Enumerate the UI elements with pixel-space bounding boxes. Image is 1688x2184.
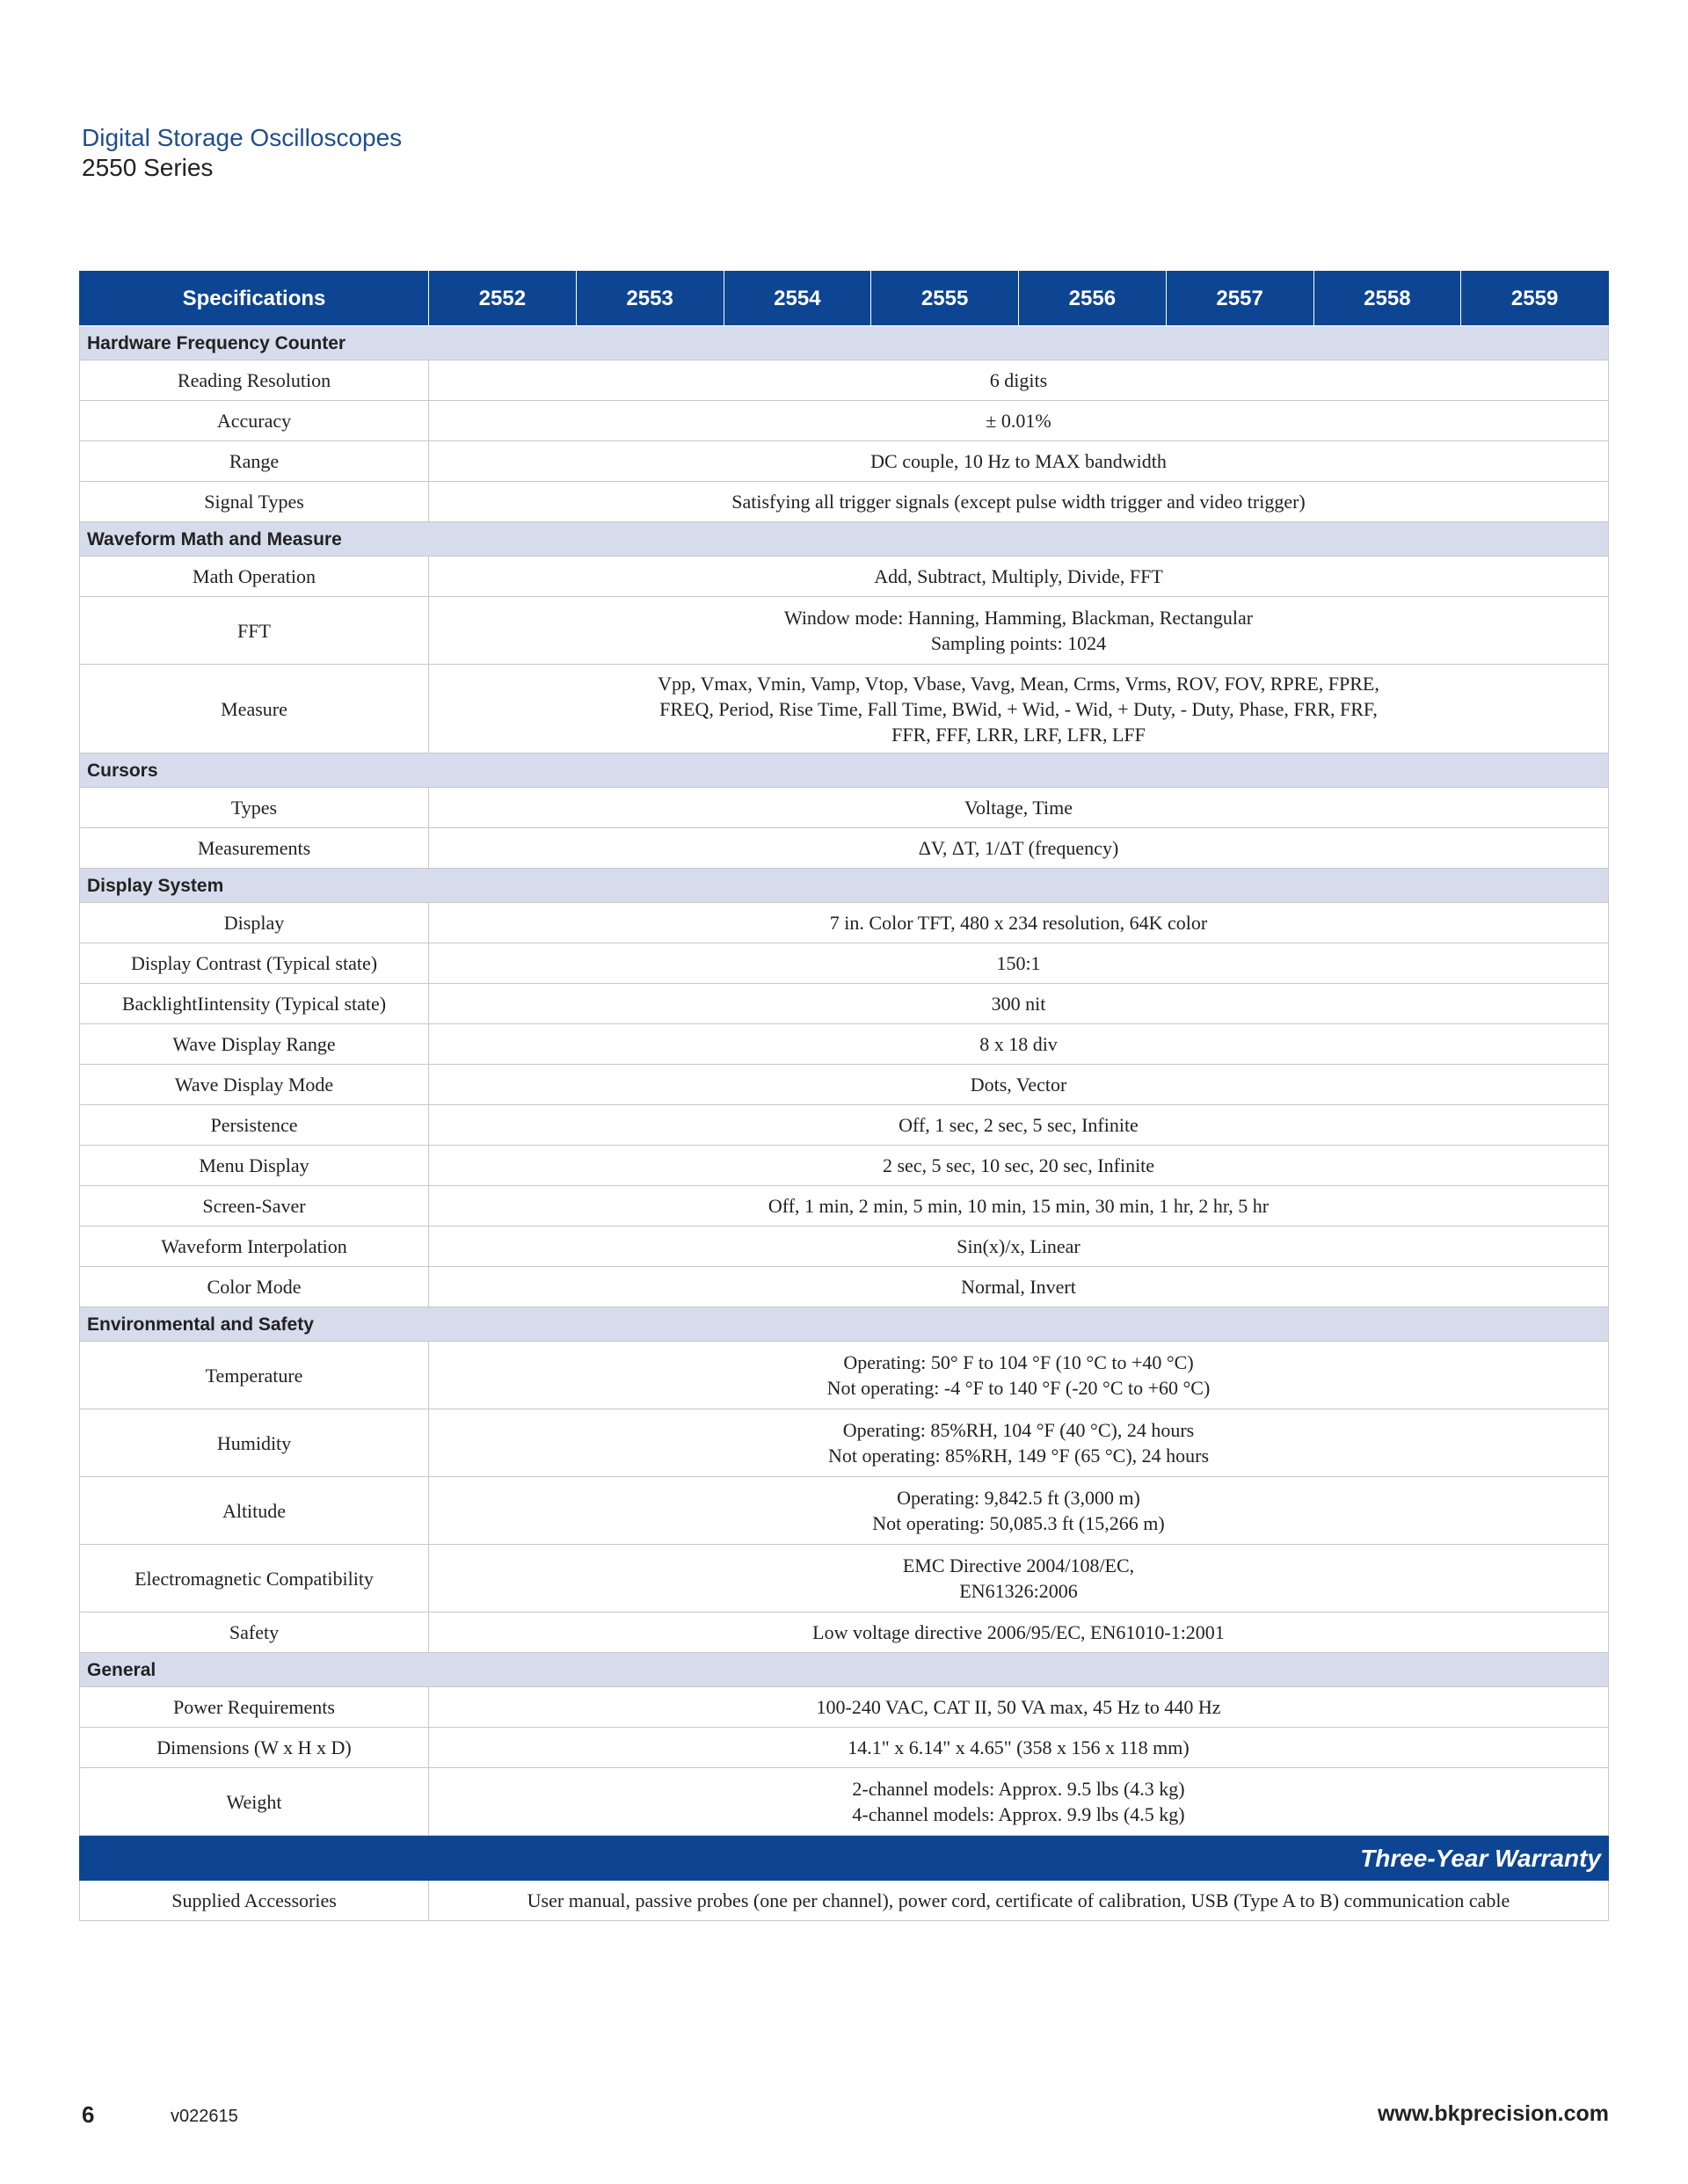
table-row — [80, 665, 1609, 753]
row-value: 2 sec, 5 sec, 10 sec, 20 sec, Infinite — [429, 1146, 1609, 1186]
column-header: 2552 — [429, 271, 577, 326]
row-value: Normal, Invert — [429, 1267, 1609, 1307]
page-number: 6 — [82, 2101, 95, 2128]
spec-table-header — [80, 271, 1609, 326]
table-row — [80, 903, 1609, 943]
row-value: Off, 1 sec, 2 sec, 5 sec, Infinite — [429, 1105, 1609, 1146]
column-header: 2555 — [871, 271, 1019, 326]
website-link[interactable]: www.bkprecision.com — [1377, 2101, 1609, 2126]
table-row — [80, 441, 1609, 482]
table-row — [80, 1227, 1609, 1267]
row-value: Voltage, Time — [429, 788, 1609, 828]
row-label: Wave Display Range — [80, 1024, 429, 1065]
column-header: 2557 — [1166, 271, 1313, 326]
section-title: Waveform Math and Measure — [80, 522, 1609, 557]
row-label: Display — [80, 903, 429, 943]
row-value: Operating: 9,842.5 ft (3,000 m) Not operating: 50,085.3 ft (15,266 m) — [429, 1477, 1609, 1545]
column-header: 2554 — [724, 271, 871, 326]
row-label: Measurements — [80, 828, 429, 869]
row-label: Waveform Interpolation — [80, 1227, 429, 1267]
table-row — [80, 1065, 1609, 1105]
row-label: FFT — [80, 597, 429, 665]
page-subtitle: 2550 Series — [82, 154, 214, 181]
table-row — [80, 1477, 1609, 1545]
row-value: Off, 1 min, 2 min, 5 min, 10 min, 15 min, 30 min, 1 hr, 2 hr, 5 hr — [429, 1186, 1609, 1227]
row-value: 150:1 — [429, 943, 1609, 984]
row-label: Weight — [80, 1768, 429, 1836]
row-label: Menu Display — [80, 1146, 429, 1186]
row-label: BacklightIintensity (Typical state) — [80, 984, 429, 1024]
row-value: Add, Subtract, Multiply, Divide, FFT — [429, 557, 1609, 597]
page-title: Digital Storage Oscilloscopes — [82, 124, 403, 151]
row-value: ΔV, ΔT, 1/ΔT (frequency) — [429, 828, 1609, 869]
section-title: Cursors — [80, 753, 1609, 788]
table-row — [80, 1409, 1609, 1477]
row-label: Screen-Saver — [80, 1186, 429, 1227]
row-value: 14.1" x 6.14" x 4.65" (358 x 156 x 118 mm) — [429, 1728, 1609, 1768]
table-row — [80, 1728, 1609, 1768]
row-value: Satisfying all trigger signals (except pulse width trigger and video trigger) — [429, 482, 1609, 522]
table-row — [80, 1024, 1609, 1065]
table-row — [80, 943, 1609, 984]
row-value: Sin(x)/x, Linear — [429, 1227, 1609, 1267]
table-row — [80, 360, 1609, 401]
row-label: Persistence — [80, 1105, 429, 1146]
warranty-label: Three-Year Warranty — [80, 1836, 1609, 1881]
row-label: Supplied Accessories — [80, 1881, 429, 1921]
row-value: User manual, passive probes (one per channel), power cord, certificate of calibration, USB (Type A to B) communication cable — [429, 1881, 1609, 1921]
row-value: EMC Directive 2004/108/EC, EN61326:2006 — [429, 1545, 1609, 1613]
row-label: Measure — [80, 665, 429, 753]
row-label: Humidity — [80, 1409, 429, 1477]
row-value: 300 nit — [429, 984, 1609, 1024]
table-row — [80, 984, 1609, 1024]
section-row — [80, 326, 1609, 360]
table-row — [80, 1267, 1609, 1307]
row-label: Safety — [80, 1613, 429, 1653]
table-row — [80, 828, 1609, 869]
table-row — [80, 1105, 1609, 1146]
table-row — [80, 1768, 1609, 1836]
row-label: Display Contrast (Typical state) — [80, 943, 429, 984]
row-label: Altitude — [80, 1477, 429, 1545]
row-label: Electromagnetic Compatibility — [80, 1545, 429, 1613]
table-row — [80, 597, 1609, 665]
row-value: 8 x 18 div — [429, 1024, 1609, 1065]
row-value: Operating: 50° F to 104 °F (10 °C to +40 °C) Not operating: -4 °F to 140 °F (-20 °C to +60 °C) — [429, 1342, 1609, 1409]
section-row — [80, 1307, 1609, 1342]
row-label: Math Operation — [80, 557, 429, 597]
table-row — [80, 1146, 1609, 1186]
row-value: Vpp, Vmax, Vmin, Vamp, Vtop, Vbase, Vavg, Mean, Crms, Vrms, ROV, FOV, RPRE, FPRE, FREQ, Period, Rise Time, Fall Time, BWid, + Wid, - Wid, + Duty, - Duty, Phase, FRR, FRF, FFR, FFF, LRR, LRF, LFR, LFF — [429, 665, 1609, 753]
section-row — [80, 522, 1609, 557]
row-label: Power Requirements — [80, 1687, 429, 1728]
row-value: 100-240 VAC, CAT II, 50 VA max, 45 Hz to 440 Hz — [429, 1687, 1609, 1728]
row-label: Types — [80, 788, 429, 828]
row-value: Dots, Vector — [429, 1065, 1609, 1105]
row-label: Dimensions (W x H x D) — [80, 1728, 429, 1768]
row-label: Range — [80, 441, 429, 482]
section-title: Display System — [80, 869, 1609, 903]
section-title: General — [80, 1653, 1609, 1687]
page-header — [82, 123, 402, 183]
section-title: Hardware Frequency Counter — [80, 326, 1609, 360]
row-value: Window mode: Hanning, Hamming, Blackman, Rectangular Sampling points: 1024 — [429, 597, 1609, 665]
column-header: 2559 — [1461, 271, 1609, 326]
row-label: Signal Types — [80, 482, 429, 522]
section-row — [80, 1653, 1609, 1687]
table-row — [80, 1186, 1609, 1227]
version-code: v022615 — [171, 2107, 238, 2126]
section-row — [80, 869, 1609, 903]
row-value: 2-channel models: Approx. 9.5 lbs (4.3 kg) 4-channel models: Approx. 9.9 lbs (4.5 kg) — [429, 1768, 1609, 1836]
column-header: 2558 — [1313, 271, 1461, 326]
table-row — [80, 1342, 1609, 1409]
table-row — [80, 1687, 1609, 1728]
table-row — [80, 557, 1609, 597]
table-row — [80, 788, 1609, 828]
row-value: Operating: 85%RH, 104 °F (40 °C), 24 hours Not operating: 85%RH, 149 °F (65 °C), 24 hours — [429, 1409, 1609, 1477]
row-value: Low voltage directive 2006/95/EC, EN61010-1:2001 — [429, 1613, 1609, 1653]
row-value: 7 in. Color TFT, 480 x 234 resolution, 64K color — [429, 903, 1609, 943]
row-value: 6 digits — [429, 360, 1609, 401]
table-row — [80, 1881, 1609, 1921]
table-row — [80, 482, 1609, 522]
column-header: 2553 — [576, 271, 724, 326]
table-row — [80, 1545, 1609, 1613]
warranty-banner — [80, 1836, 1609, 1881]
row-value: ± 0.01% — [429, 401, 1609, 441]
table-row — [80, 401, 1609, 441]
row-label: Temperature — [80, 1342, 429, 1409]
spec-table — [79, 271, 1609, 1921]
table-row — [80, 1613, 1609, 1653]
column-header: Specifications — [80, 271, 429, 326]
row-label: Color Mode — [80, 1267, 429, 1307]
row-label: Wave Display Mode — [80, 1065, 429, 1105]
section-row — [80, 753, 1609, 788]
column-header: 2556 — [1019, 271, 1167, 326]
row-label: Reading Resolution — [80, 360, 429, 401]
section-title: Environmental and Safety — [80, 1307, 1609, 1342]
row-value: DC couple, 10 Hz to MAX bandwidth — [429, 441, 1609, 482]
row-label: Accuracy — [80, 401, 429, 441]
